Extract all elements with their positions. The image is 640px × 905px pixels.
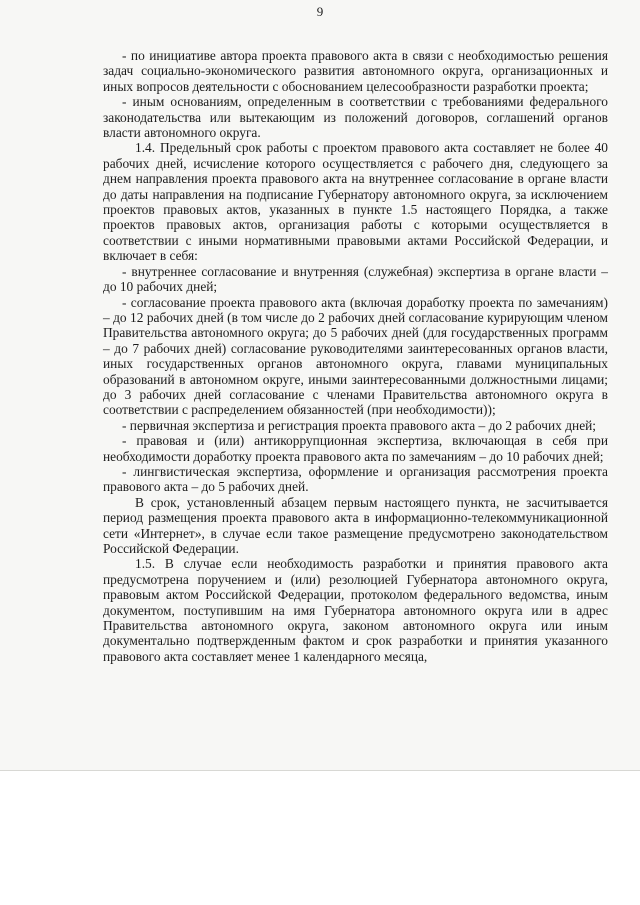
list-item: - иным основаниям, определенным в соответствии с требованиями федерального законодательства или вытекающим из положений договоров, соглашений органов власти автономного округа. [103, 94, 608, 141]
list-item: - внутреннее согласование и внутренняя (служебная) экспертиза в органе власти – до 10 рабочих дней; [103, 263, 608, 295]
list-item: - первичная экспертиза и регистрация проекта правового акта – до 2 рабочих дней; [122, 417, 597, 433]
list-item: - по инициативе автора проекта правового акта в связи с необходимостью решения задач социально-экономического развития автономного округа, организационных и иных вопросов деятельности с обоснованием целесообразности разработки проекта; [103, 48, 608, 94]
paragraph: В срок, установленный абзацем первым настоящего пункта, не засчитывается период размещения проекта правового акта в информационно-телекоммуникационной сети «Интернет», в случае если такое размещение предусмотрено законодательством Российской Федерации. [103, 494, 608, 556]
list-item: - согласование проекта правового акта (включая доработку проекта по замечаниям) – до 12 рабочих дней (в том числе до 2 рабочих дней согласование курирующим членом Правительства автономного округа; до 5 рабочих дней (для государственных программ – до 7 рабочих дней) согласование руководителями заинтересованных органов власти, иных государственных органов автономного округа, главами муниципальных образований в автономном округе, иными заинтересованными должностными лицами; до 3 рабочих дней согласование с членами Правительства автономного округа в соответствии с распределением обязанностей (при необходимости)); [103, 294, 608, 418]
paragraph-1-4: 1.4. Предельный срок работы с проектом правового акта составляет не более 40 рабочих дней, исчисление которого осуществляется с рабочего дня, следующего за днем направления проекта правового акта на внутреннее согласование в органе власти до даты направления на подписание Губернатору автономного округа, за исключением проектов правовых актов, указанных в пункте 1.5 настоящего Порядка, а также проектов правовых актов, организация работы с которыми осуществляется в соответствии с иными нормативными правовыми актами Российской Федерации, и включает в себя: [103, 140, 608, 264]
paragraph-1-5: 1.5. В случае если необходимость разработки и принятия правового акта предусмотрена поручением и (или) резолюцией Губернатора автономного округа, правовым актом Российской Федерации, протоколом федерального ведомства, иным документом, поступившим на имя Губернатора автономного округа или в адрес Правительства автономного округа, законом автономного округа или иным документально подтвержденным фактом и срок разработки и принятия указанного правового акта составляет менее 1 календарного месяца, [103, 556, 608, 664]
list-item: - правовая и (или) антикоррупционная экспертиза, включающая в себя при необходимости доработку проекта правового акта по замечаниям – до 10 рабочих дней; [103, 433, 608, 464]
list-item: - лингвистическая экспертиза, оформление и организация рассмотрения проекта правового акта – до 5 рабочих дней. [103, 463, 608, 495]
page-number: 9 [316, 4, 324, 19]
document-body [103, 48, 608, 664]
